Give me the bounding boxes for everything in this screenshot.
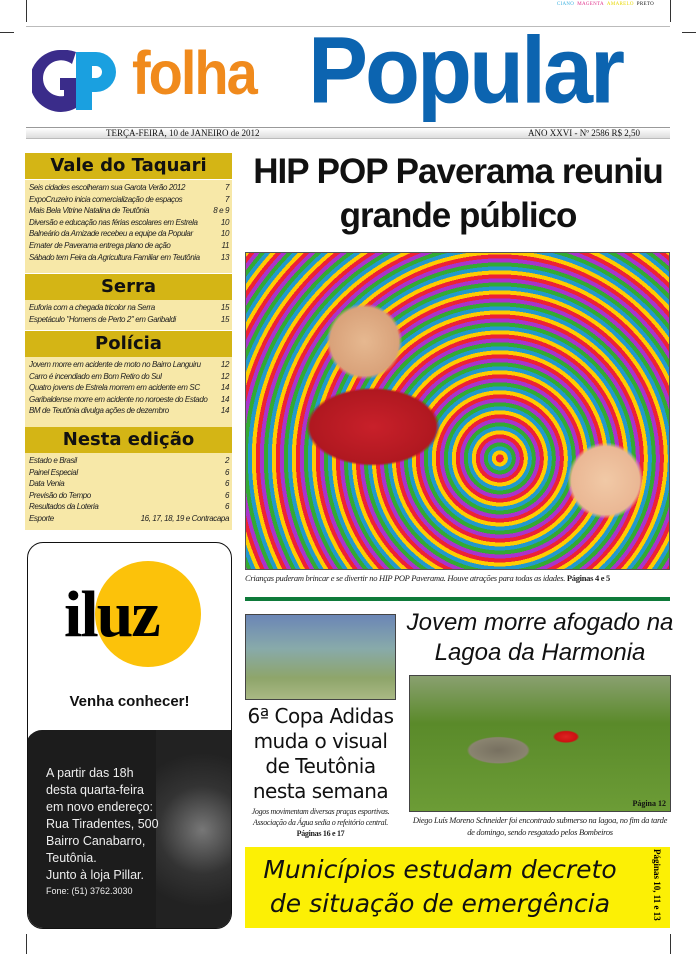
index-item-title: Espetáculo "Homens de Perto 2" em Garibaldi	[29, 314, 176, 324]
addr-line: Teutônia.	[46, 851, 97, 865]
index-item-page: 6	[224, 502, 229, 512]
index-item-title: Jovem morre em acidente de moto no Bairro Languiru	[29, 360, 201, 369]
photo-page-ref: Página 12	[632, 799, 666, 808]
issue-date: TERÇA-FEIRA, 10 de JANEIRO de 2012	[106, 128, 260, 138]
section-list-vale	[25, 180, 232, 273]
ad-tagline: Venha conhecer!	[69, 693, 190, 710]
index-item-page: 6	[224, 490, 229, 500]
index-item-title: Mais Bela Vitrine Natalina de Teutônia	[29, 206, 149, 216]
index-item-title: Data Venia	[29, 479, 65, 489]
date-bar	[26, 127, 670, 139]
crop-mark	[26, 0, 27, 22]
main-caption	[245, 573, 675, 583]
caption-pages: Páginas 4 e 5	[566, 573, 610, 583]
edition-info: ANO XXVI - Nº 2586 R$ 2,50	[527, 128, 640, 138]
index-item[interactable]	[29, 371, 229, 383]
banner-pages: Páginas 10, 11 e 13	[652, 849, 662, 921]
index-item[interactable]	[29, 490, 229, 502]
index-item-title: Quatro jovens de Estrela morrem em acidente em SC	[29, 383, 200, 393]
index-item[interactable]	[29, 194, 229, 206]
masthead-folha: folha	[132, 37, 256, 108]
banner-headline: Municípios estudam decreto de situação de emergência	[263, 855, 617, 918]
index-item-page: 6	[224, 479, 229, 489]
index-item[interactable]	[29, 240, 229, 252]
index-item-title: Sábado tem Feira da Agricultura Familiar em Teutônia	[29, 252, 200, 262]
index-item-page: 6	[224, 467, 229, 477]
addr-line: desta quarta-feira	[46, 783, 144, 797]
ad-phone: Fone: (51) 3762.3030	[46, 886, 133, 896]
crop-mark	[26, 934, 27, 954]
index-item-title: Resultados da Loteria	[29, 502, 99, 512]
index-item-title: Previsão do Tempo	[29, 490, 91, 500]
addr-line: Junto à loja Pillar.	[46, 868, 144, 882]
mark-magenta: MAGENTA	[577, 2, 604, 7]
mark-preto: PRETO	[636, 2, 654, 7]
addr-line: em novo endereço:	[46, 800, 154, 814]
addr-line: A partir das 18h	[46, 766, 134, 780]
index-item-page: 12	[220, 360, 229, 369]
caption-pages: Páginas 16 e 17	[296, 829, 345, 838]
section-header-serra: Serra	[25, 274, 232, 300]
iluz-advertisement[interactable]	[27, 542, 232, 929]
index-item-page: 13	[220, 252, 229, 262]
copa-caption	[245, 806, 396, 839]
index-item-page: 8 e 9	[213, 206, 229, 216]
section-list-serra	[25, 300, 232, 330]
index-item[interactable]	[29, 455, 229, 467]
crop-mark	[670, 0, 671, 22]
index-item[interactable]	[29, 252, 229, 264]
masthead-popular: Popular	[308, 18, 623, 124]
drowning-headline[interactable]: Jovem morre afogado na Lagoa da Harmonia	[406, 609, 674, 666]
index-item-page: 12	[220, 371, 229, 381]
index-item-page: 7	[224, 183, 229, 192]
green-divider	[245, 597, 670, 601]
main-headline[interactable]: HIP POP Paverama reuniu grande público	[253, 152, 663, 235]
index-item-page: 14	[220, 383, 229, 393]
section-list-policia	[25, 357, 232, 427]
section-list-nesta-edicao	[25, 453, 232, 530]
ad-brand: iluz	[64, 578, 159, 651]
drowning-caption: Diego Luís Moreno Schneider foi encontrado submerso na lagoa, no fim da tarde de domingo, sendo resgatado pelos Bombeiros	[412, 815, 668, 837]
index-item-title: Garibaldense morre em acidente no noroeste do Estado	[29, 394, 208, 404]
index-item-title: Estado e Brasil	[29, 456, 77, 465]
index-item-title: Euforia com a chegada tricolor na Serra	[29, 303, 155, 312]
rescue-photo[interactable]	[409, 675, 671, 812]
index-item-page: 16, 17, 18, 19 e Contracapa	[140, 513, 229, 523]
addr-line: Bairro Canabarro,	[46, 834, 146, 848]
index-item-page: 14	[220, 394, 229, 404]
index-item-title: Diversão e educação nas férias escolares em Estrela	[29, 217, 198, 227]
index-item[interactable]	[29, 205, 229, 217]
caption-text: Crianças puderam brincar e se divertir no HIP POP Paverama. Houve atrações para todas as idades.	[245, 573, 566, 583]
index-item-page: 10	[220, 229, 229, 239]
index-item-page: 15	[220, 303, 229, 312]
index-item[interactable]	[29, 302, 229, 314]
index-item-page: 10	[220, 217, 229, 227]
index-item-title: Esporte	[29, 513, 54, 523]
addr-line: Rua Tiradentes, 500	[46, 817, 159, 831]
index-item[interactable]	[29, 478, 229, 490]
index-item[interactable]	[29, 314, 229, 326]
index-item[interactable]	[29, 228, 229, 240]
gp-logo-icon	[32, 50, 118, 112]
copa-headline[interactable]: 6ª Copa Adidas muda o visual de Teutônia nesta semana	[247, 704, 394, 803]
index-item[interactable]	[29, 217, 229, 229]
index-item-page: 7	[224, 194, 229, 204]
index-item[interactable]	[29, 359, 229, 371]
ad-address	[46, 765, 159, 884]
crop-mark	[682, 32, 696, 33]
chandelier-image	[156, 730, 232, 929]
index-item-title: BM de Teutônia divulga ações de dezembro	[29, 406, 169, 416]
index-item[interactable]	[29, 405, 229, 417]
index-item-title: Painel Especial	[29, 467, 78, 477]
index-item-title: ExpoCruzeiro inicia comercialização de espaços	[29, 194, 183, 204]
index-item[interactable]	[29, 394, 229, 406]
print-color-marks	[554, 2, 654, 7]
index-item-title: Seis cidades escolheram sua Garota Verão 2012	[29, 183, 186, 192]
index-item-title: Balneário da Amizade recebeu a equipe da Popular	[29, 229, 193, 239]
index-item-title: Carro é incendiado em Bom Retiro do Sul	[29, 371, 162, 381]
crop-mark	[670, 934, 671, 954]
index-item[interactable]	[29, 382, 229, 394]
crop-mark	[0, 32, 14, 33]
caption-text: Jogos movimentam diversas praças esportivas. Associação da Água sedia o refeitório central.	[251, 807, 390, 827]
mark-amarelo: AMARELO	[606, 2, 634, 7]
index-item-page: 2	[224, 456, 229, 465]
football-photo[interactable]	[245, 614, 396, 700]
index-item[interactable]	[29, 513, 229, 525]
index-item[interactable]	[29, 501, 229, 513]
index-item[interactable]	[29, 467, 229, 479]
index-item[interactable]	[29, 182, 229, 194]
main-photo-children-ball-pit[interactable]	[245, 252, 670, 570]
index-item-page: 15	[220, 314, 229, 324]
index-item-title: Emater de Paverama entrega plano de ação	[29, 240, 171, 250]
mark-ciano: CIANO	[556, 2, 575, 7]
section-header-nesta-edicao: Nesta edição	[25, 427, 232, 453]
emergency-banner[interactable]	[245, 847, 670, 928]
section-header-policia: Polícia	[25, 331, 232, 357]
section-header-vale: Vale do Taquari	[25, 153, 232, 179]
index-item-page: 11	[221, 240, 229, 250]
index-item-page: 14	[220, 406, 229, 416]
